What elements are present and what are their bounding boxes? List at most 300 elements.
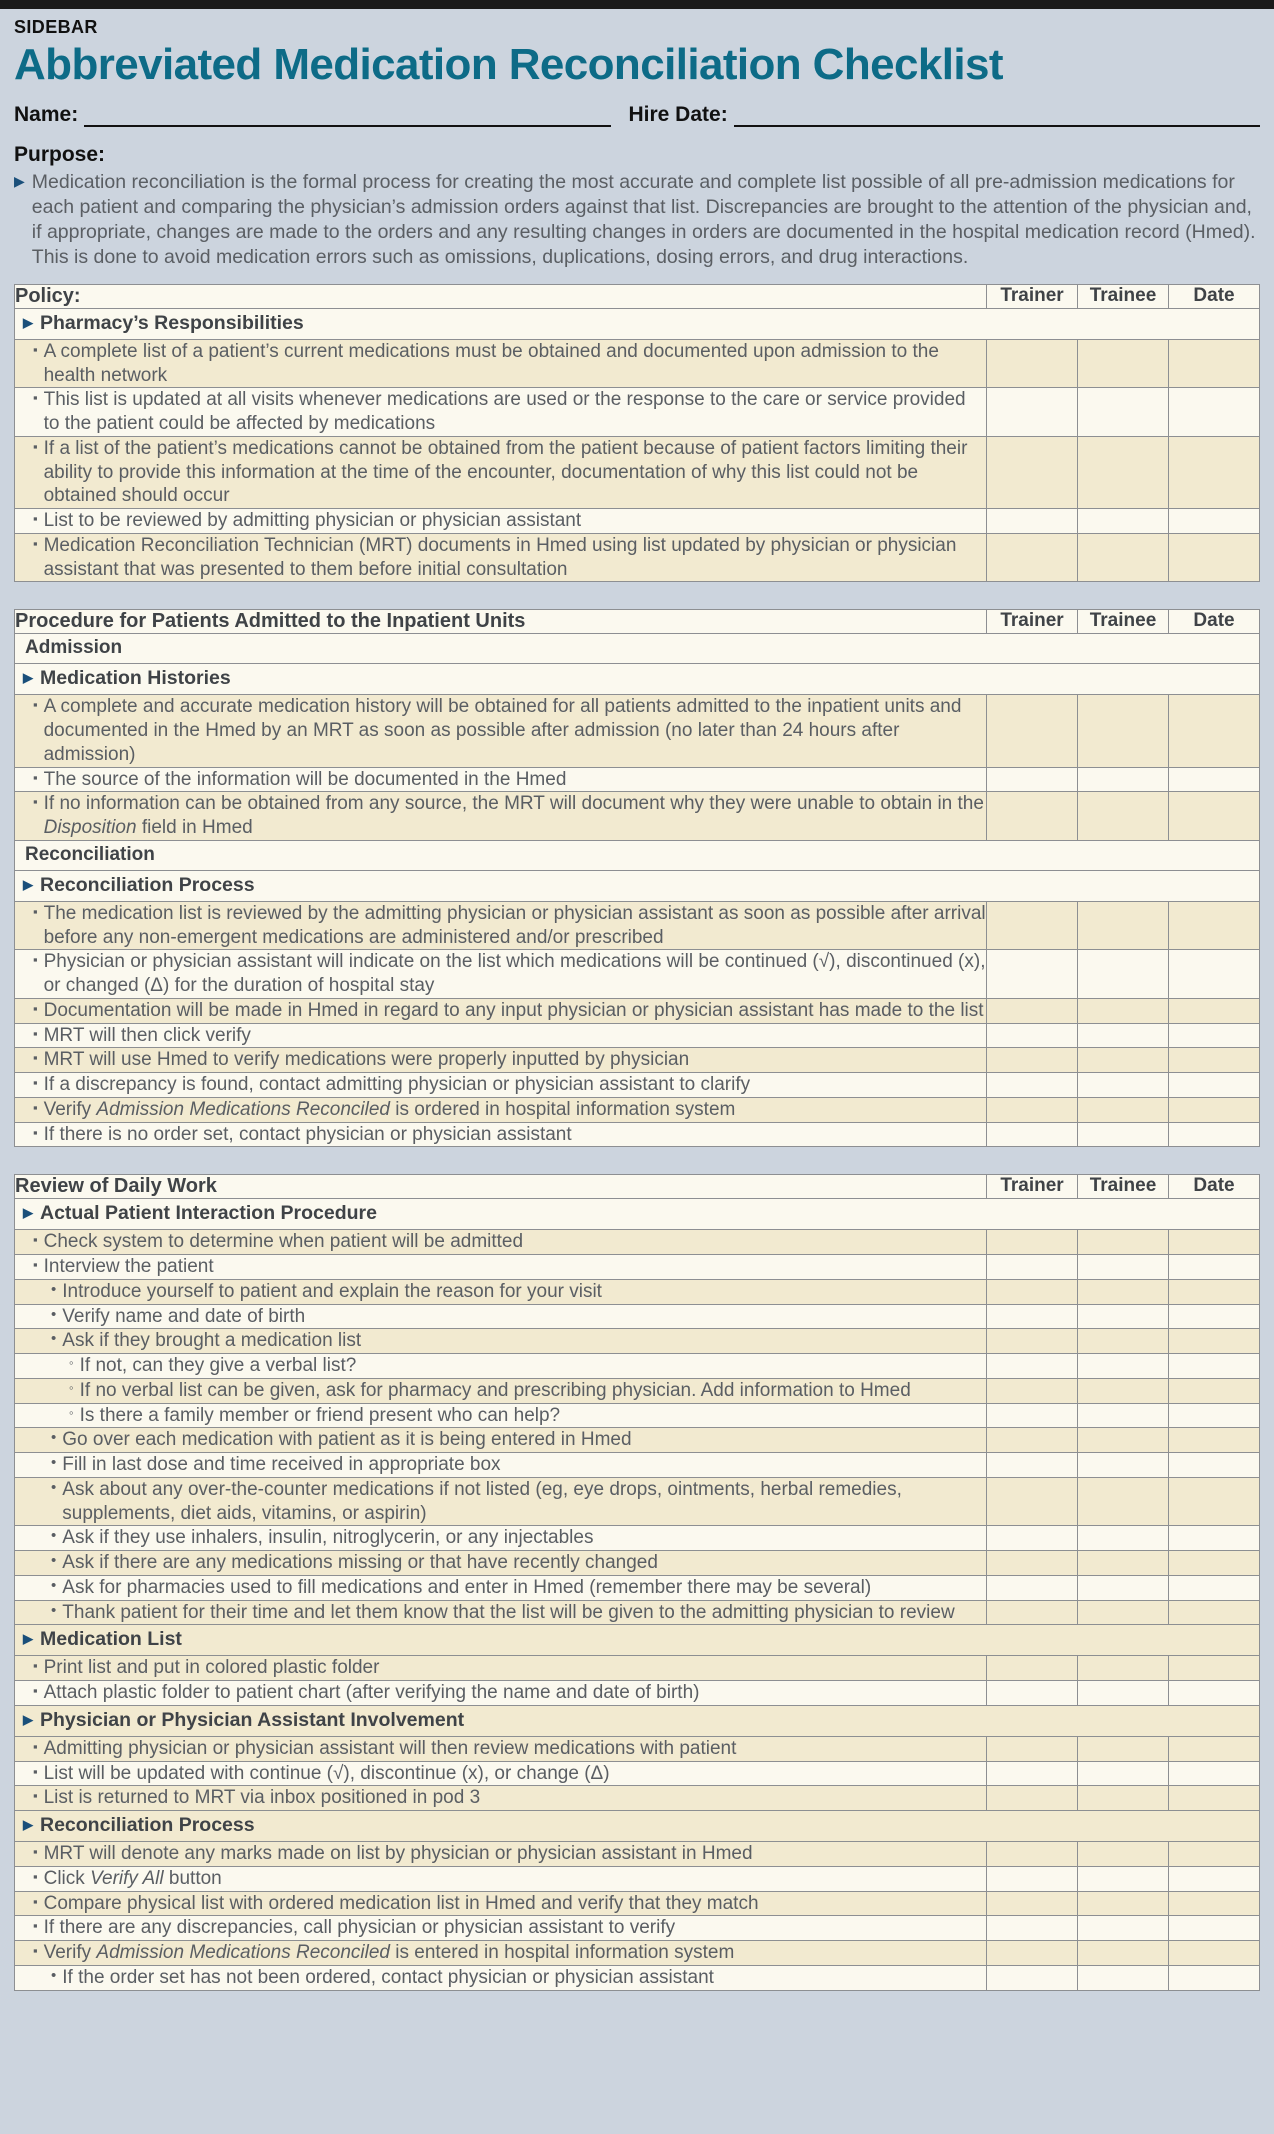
signoff-cell-date[interactable] [1169,1600,1260,1625]
signoff-cell-trainer[interactable] [987,1048,1078,1073]
table-row [15,1304,1260,1329]
table-row [15,1656,1260,1681]
triangle-bullet-icon: ▶ [14,172,25,189]
signoff-cell-date[interactable] [1169,1866,1260,1891]
signoff-cell-trainee[interactable] [1078,1786,1169,1811]
signoff-cell-date[interactable] [1169,998,1260,1023]
signoff-cell-trainer[interactable] [987,1526,1078,1551]
checklist-tables [0,284,1274,1991]
group-header-label: ▶ Medication List [15,1625,1260,1656]
signoff-cell-date[interactable] [1169,1097,1260,1122]
signoff-cell-trainer[interactable] [987,1073,1078,1098]
signoff-cell-date[interactable] [1169,509,1260,534]
checklist-item: ▪ The source of the information will be documented in the Hmed [15,767,987,792]
page-title: Abbreviated Medication Reconciliation Checklist [14,39,1003,89]
bullet-level-1-icon: ▪ [33,1943,38,1959]
table-row [15,767,1260,792]
checklist-item: ▪ Check system to determine when patient will be admitted [15,1230,987,1255]
signoff-cell-trainee[interactable] [1078,1230,1169,1255]
table-row [15,1866,1260,1891]
signoff-cell-trainer[interactable] [987,1230,1078,1255]
signoff-cell-date[interactable] [1169,1428,1260,1453]
column-header-date: Date [1169,284,1260,308]
checklist-item: • Introduce yourself to patient and explain the reason for your visit [15,1279,987,1304]
table-row [15,1329,1260,1354]
signoff-cell-trainer[interactable] [987,1761,1078,1786]
signoff-cell-trainee[interactable] [1078,1866,1169,1891]
checklist-item: ▪ If there are any discrepancies, call physician or physician assistant to verify [15,1916,987,1941]
signoff-cell-date[interactable] [1169,1941,1260,1966]
signoff-cell-date[interactable] [1169,339,1260,388]
bullet-level-1-icon: ▪ [33,1683,38,1699]
checklist-item: ▪ If a list of the patient’s medications cannot be obtained from the patient because of patient factors limiting their ability to provide this information at the time of the encounter, documentation of why this list could not be obtained should occur [15,436,987,508]
signoff-cell-trainee[interactable] [1078,901,1169,950]
signoff-cell-trainer[interactable] [987,901,1078,950]
signoff-cell-trainee[interactable] [1078,1097,1169,1122]
signoff-cell-trainee[interactable] [1078,1048,1169,1073]
table-row [15,388,1260,437]
signoff-cell-trainee[interactable] [1078,509,1169,534]
signoff-cell-trainer[interactable] [987,533,1078,582]
signoff-cell-trainee[interactable] [1078,1122,1169,1147]
signoff-cell-trainee[interactable] [1078,1329,1169,1354]
bullet-level-1-icon: ▪ [33,1658,38,1674]
table-row [15,1477,1260,1526]
table-header-row [15,284,1260,308]
signoff-cell-trainee[interactable] [1078,1736,1169,1761]
checklist-item: ▪ List is returned to MRT via inbox positioned in pod 3 [15,1786,987,1811]
bullet-level-2-icon: • [51,1330,57,1348]
checklist-item: ▪ Physician or physician assistant will indicate on the list which medications will be continued (√), discontinued (x), or changed (Δ) for the duration of hospital stay [15,950,987,999]
signoff-cell-date[interactable] [1169,767,1260,792]
signoff-cell-date[interactable] [1169,1842,1260,1867]
signoff-cell-trainee[interactable] [1078,1304,1169,1329]
signoff-cell-date[interactable] [1169,1122,1260,1147]
table-row [15,1736,1260,1761]
signoff-cell-trainer[interactable] [987,1329,1078,1354]
signoff-cell-trainee[interactable] [1078,1477,1169,1526]
signoff-cell-trainer[interactable] [987,1354,1078,1379]
bullet-level-2-icon: • [51,1601,57,1619]
signoff-cell-trainee[interactable] [1078,388,1169,437]
group-header-row [15,308,1260,339]
group-header-row [15,1199,1260,1230]
signoff-cell-trainer[interactable] [987,998,1078,1023]
signoff-cell-date[interactable] [1169,1403,1260,1428]
table-row [15,533,1260,582]
signoff-cell-date[interactable] [1169,1965,1260,1990]
group-header-label: ▶ Medication Histories [15,664,1260,695]
bullet-level-1-icon: ▪ [33,1050,38,1066]
signoff-cell-trainer[interactable] [987,1279,1078,1304]
signoff-cell-trainer[interactable] [987,1122,1078,1147]
bullet-level-1-icon: ▪ [33,1918,38,1934]
signoff-cell-date[interactable] [1169,1255,1260,1280]
table-title: Procedure for Patients Admitted to the Inpatient Units [15,610,987,634]
bullet-level-1-icon: ▪ [33,511,38,527]
signoff-cell-trainer[interactable] [987,1916,1078,1941]
signoff-cell-trainee[interactable] [1078,436,1169,508]
signoff-cell-date[interactable] [1169,1230,1260,1255]
checklist-item: • If the order set has not been ordered, contact physician or physician assistant [15,1965,987,1990]
table-row [15,1891,1260,1916]
checklist-item: ▪ List will be updated with continue (√), discontinue (x), or change (Δ) [15,1761,987,1786]
checklist-item: ▪ Attach plastic folder to patient chart (after verifying the name and date of birth) [15,1681,987,1706]
purpose-label: Purpose: [14,142,106,166]
signoff-cell-date[interactable] [1169,1378,1260,1403]
signoff-cell-trainer[interactable] [987,436,1078,508]
checklist-item: ▪ Verify Admission Medications Reconciled is ordered in hospital information system [15,1097,987,1122]
bullet-level-1-icon: ▪ [33,1868,38,1884]
checklist-item: ▪ A complete list of a patient’s current medications must be obtained and documented upon admission to the health network [15,339,987,388]
table-row [15,436,1260,508]
table-row [15,1255,1260,1280]
signoff-cell-date[interactable] [1169,1304,1260,1329]
table-row [15,1551,1260,1576]
signoff-cell-trainer[interactable] [987,1891,1078,1916]
checklist-item: ▪ If a discrepancy is found, contact admitting physician or physician assistant to clarify [15,1073,987,1098]
signoff-cell-trainer[interactable] [987,339,1078,388]
triangle-bullet-icon: ▶ [23,1205,33,1221]
table-row [15,901,1260,950]
signoff-cell-date[interactable] [1169,1736,1260,1761]
signoff-cell-date[interactable] [1169,388,1260,437]
signoff-cell-trainer[interactable] [987,1866,1078,1891]
sidebar-kicker: SIDEBAR [14,17,98,37]
signoff-cell-trainer[interactable] [987,1736,1078,1761]
bullet-level-2-icon: • [51,1280,57,1298]
checklist-item: • Ask if they brought a medication list [15,1329,987,1354]
signoff-cell-trainer[interactable] [987,1842,1078,1867]
checklist-table [14,284,1260,583]
signoff-cell-trainee[interactable] [1078,1378,1169,1403]
checklist-item: ▪ Admitting physician or physician assistant will then review medications with patient [15,1736,987,1761]
bullet-level-3-icon: ◦ [69,1404,74,1420]
bullet-level-1-icon: ▪ [33,390,38,406]
bullet-level-1-icon: ▪ [33,952,38,968]
column-header-trainee: Trainee [1078,1175,1169,1199]
signoff-cell-trainee[interactable] [1078,533,1169,582]
bullet-level-1-icon: ▪ [33,1232,38,1248]
table-row [15,1122,1260,1147]
name-label: Name: [14,102,79,126]
table-gap [0,1147,1274,1160]
checklist-item: ◦ If not, can they give a verbal list? [15,1354,987,1379]
table-row [15,1378,1260,1403]
signoff-cell-trainer[interactable] [987,1378,1078,1403]
column-header-date: Date [1169,610,1260,634]
signoff-cell-trainee[interactable] [1078,1891,1169,1916]
table-row [15,1916,1260,1941]
checklist-item: ◦ Is there a family member or friend present who can help? [15,1403,987,1428]
group-header-row [15,1705,1260,1736]
group-header-label: ▶ Physician or Physician Assistant Involvement [15,1705,1260,1736]
checklist-item: • Verify name and date of birth [15,1304,987,1329]
signoff-cell-trainee[interactable] [1078,1526,1169,1551]
checklist-item: ▪ If no information can be obtained from any source, the MRT will document why they were unable to obtain in the Disposition field in Hmed [15,792,987,841]
table-row [15,1073,1260,1098]
checklist-item: • Ask if there are any medications missing or that have recently changed [15,1551,987,1576]
signoff-cell-trainee[interactable] [1078,1073,1169,1098]
bullet-level-2-icon: • [51,1429,57,1447]
signoff-cell-trainee[interactable] [1078,1551,1169,1576]
checklist-item: ▪ MRT will then click verify [15,1023,987,1048]
checklist-item: ▪ A complete and accurate medication history will be obtained for all patients admitted to the inpatient units and documented in the Hmed by an MRT as soon as possible after admission (no later than 24 hours after admission) [15,695,987,767]
checklist-item: ▪ Print list and put in colored plastic folder [15,1656,987,1681]
signoff-cell-date[interactable] [1169,901,1260,950]
table-row [15,1526,1260,1551]
signoff-cell-date[interactable] [1169,1916,1260,1941]
signoff-cell-date[interactable] [1169,1761,1260,1786]
column-header-trainer: Trainer [987,284,1078,308]
bullet-level-1-icon: ▪ [33,1124,38,1140]
signoff-cell-trainer[interactable] [987,1656,1078,1681]
checklist-table [14,1174,1260,1990]
bullet-level-3-icon: ◦ [69,1355,74,1371]
signoff-cell-trainer[interactable] [987,1575,1078,1600]
signoff-cell-date[interactable] [1169,1681,1260,1706]
checklist-item: • Ask for pharmacies used to fill medications and enter in Hmed (remember there may be several) [15,1575,987,1600]
table-row [15,1965,1260,1990]
signoff-cell-date[interactable] [1169,1073,1260,1098]
signoff-cell-trainer[interactable] [987,1477,1078,1526]
signoff-cell-date[interactable] [1169,1551,1260,1576]
table-row [15,1279,1260,1304]
purpose-text: Medication reconciliation is the formal process for creating the most accurate and complete list possible of all pre-admission medications for each patient and comparing the physician’s admission orders against that list. Discrepancies are brought to the attention of the physician and, if appropriate, changes are made to the orders and any resulting changes in orders are documented in the hospital medication record (Hmed). This is done to avoid medication errors such as omissions, duplications, dosing errors, and drug interactions. [31,170,1256,268]
table-row [15,1023,1260,1048]
bullet-level-3-icon: ◦ [69,1379,74,1395]
group-header-label: ▶ Reconciliation Process [15,870,1260,901]
signoff-cell-trainer[interactable] [987,1255,1078,1280]
bullet-level-1-icon: ▪ [33,1738,38,1754]
checklist-item: ▪ Verify Admission Medications Reconciled is entered in hospital information system [15,1941,987,1966]
checklist-item: ▪ Click Verify All button [15,1866,987,1891]
section-subheader-row [15,840,1260,870]
signoff-cell-trainer[interactable] [987,1428,1078,1453]
signoff-cell-date[interactable] [1169,792,1260,841]
table-row [15,1842,1260,1867]
signoff-cell-trainee[interactable] [1078,767,1169,792]
top-rule [0,0,1274,9]
signoff-cell-date[interactable] [1169,533,1260,582]
signoff-cell-trainee[interactable] [1078,1575,1169,1600]
column-header-trainer: Trainer [987,1175,1078,1199]
signoff-cell-trainer[interactable] [987,1304,1078,1329]
signoff-cell-date[interactable] [1169,1354,1260,1379]
signoff-cell-trainee[interactable] [1078,1255,1169,1280]
table-row [15,1575,1260,1600]
table-row [15,1097,1260,1122]
table-title: Policy: [15,284,987,308]
signoff-cell-trainee[interactable] [1078,1428,1169,1453]
name-input-line[interactable] [84,105,610,127]
signoff-cell-trainee[interactable] [1078,998,1169,1023]
triangle-bullet-icon: ▶ [23,670,33,686]
signoff-cell-trainee[interactable] [1078,1842,1169,1867]
signoff-cell-date[interactable] [1169,1891,1260,1916]
name-hiredate-row [14,103,1260,127]
checklist-item: ▪ MRT will denote any marks made on list by physician or physician assistant in Hmed [15,1842,987,1867]
table-header-row [15,1175,1260,1199]
table-title: Review of Daily Work [15,1175,987,1199]
checklist-item: • Ask about any over-the-counter medications if not listed (eg, eye drops, ointments, herbal remedies, supplements, diet aids, vitamins, or aspirin) [15,1477,987,1526]
bullet-level-1-icon: ▪ [33,903,38,919]
checklist-item: ▪ This list is updated at all visits whenever medications are used or the response to the care or service provided to the patient could be affected by medications [15,388,987,437]
signoff-cell-date[interactable] [1169,695,1260,767]
checklist-item: ▪ The medication list is reviewed by the admitting physician or physician assistant as soon as possible after arrival before any non-emergent medications are administered and/or prescribed [15,901,987,950]
triangle-bullet-icon: ▶ [23,1711,33,1727]
signoff-cell-date[interactable] [1169,1575,1260,1600]
checklist-item: • Go over each medication with patient as it is being entered in Hmed [15,1428,987,1453]
checklist-item: ▪ Interview the patient [15,1255,987,1280]
checklist-item: ◦ If no verbal list can be given, ask for pharmacy and prescribing physician. Add information to Hmed [15,1378,987,1403]
table-row [15,339,1260,388]
table-row [15,1941,1260,1966]
group-header-row [15,1625,1260,1656]
signoff-cell-date[interactable] [1169,1023,1260,1048]
signoff-cell-date[interactable] [1169,1048,1260,1073]
bullet-level-2-icon: • [51,1966,57,1984]
checklist-item: ▪ Documentation will be made in Hmed in regard to any input physician or physician assistant has made to the list [15,998,987,1023]
bullet-level-1-icon: ▪ [33,535,38,551]
bullet-level-1-icon: ▪ [33,341,38,357]
checklist-item: ▪ Medication Reconciliation Technician (MRT) documents in Hmed using list updated by physician or physician assistant that was presented to them before initial consultation [15,533,987,582]
checklist-item: ▪ List to be reviewed by admitting physician or physician assistant [15,509,987,534]
bullet-level-2-icon: • [51,1576,57,1594]
table-row [15,1354,1260,1379]
bullet-level-1-icon: ▪ [33,769,38,785]
bullet-level-1-icon: ▪ [33,1893,38,1909]
bullet-level-1-icon: ▪ [33,1257,38,1273]
table-row [15,1681,1260,1706]
bullet-level-2-icon: • [51,1527,57,1545]
signoff-cell-trainer[interactable] [987,950,1078,999]
signoff-cell-trainee[interactable] [1078,1761,1169,1786]
table-gap [0,582,1274,595]
bullet-level-2-icon: • [51,1552,57,1570]
signoff-cell-trainee[interactable] [1078,1600,1169,1625]
signoff-cell-trainer[interactable] [987,1681,1078,1706]
bullet-level-1-icon: ▪ [33,1763,38,1779]
signoff-cell-date[interactable] [1169,1329,1260,1354]
signoff-cell-trainer[interactable] [987,1097,1078,1122]
signoff-cell-trainer[interactable] [987,767,1078,792]
signoff-cell-trainee[interactable] [1078,339,1169,388]
checklist-item: • Ask if they use inhalers, insulin, nitroglycerin, or any injectables [15,1526,987,1551]
bullet-level-1-icon: ▪ [33,697,38,713]
section-subheader-row [15,634,1260,664]
triangle-bullet-icon: ▶ [23,1631,33,1647]
hire-date-label: Hire Date: [628,102,728,126]
bullet-level-2-icon: • [51,1478,57,1496]
column-header-date: Date [1169,1175,1260,1199]
signoff-cell-trainee[interactable] [1078,1965,1169,1990]
bullet-level-2-icon: • [51,1454,57,1472]
signoff-cell-trainer[interactable] [987,1600,1078,1625]
signoff-cell-trainee[interactable] [1078,1279,1169,1304]
section-subheader-label: Reconciliation [15,840,1260,870]
group-header-label: ▶ Pharmacy’s Responsibilities [15,308,1260,339]
checklist-item: ▪ MRT will use Hmed to verify medications were properly inputted by physician [15,1048,987,1073]
signoff-cell-trainee[interactable] [1078,1023,1169,1048]
signoff-cell-date[interactable] [1169,1656,1260,1681]
table-header-row [15,610,1260,634]
group-header-label: ▶ Reconciliation Process [15,1811,1260,1842]
signoff-cell-trainee[interactable] [1078,1403,1169,1428]
signoff-cell-date[interactable] [1169,1477,1260,1526]
group-header-label: ▶ Actual Patient Interaction Procedure [15,1199,1260,1230]
signoff-cell-trainee[interactable] [1078,695,1169,767]
checklist-item: ▪ Compare physical list with ordered medication list in Hmed and verify that they match [15,1891,987,1916]
signoff-cell-date[interactable] [1169,1279,1260,1304]
bullet-level-1-icon: ▪ [33,1099,38,1115]
signoff-cell-date[interactable] [1169,1786,1260,1811]
table-row [15,695,1260,767]
checklist-item: ▪ If there is no order set, contact physician or physician assistant [15,1122,987,1147]
table-row [15,792,1260,841]
signoff-cell-trainee[interactable] [1078,1656,1169,1681]
signoff-cell-trainer[interactable] [987,388,1078,437]
table-row [15,1048,1260,1073]
column-header-trainer: Trainer [987,610,1078,634]
checklist-item: • Thank patient for their time and let them know that the list will be given to the admitting physician to review [15,1600,987,1625]
checklist-table [14,609,1260,1147]
hire-date-input-line[interactable] [734,105,1260,127]
bullet-level-1-icon: ▪ [33,1788,38,1804]
signoff-cell-date[interactable] [1169,436,1260,508]
signoff-cell-trainer[interactable] [987,792,1078,841]
signoff-cell-trainer[interactable] [987,509,1078,534]
checklist-item: • Fill in last dose and time received in appropriate box [15,1453,987,1478]
signoff-cell-trainee[interactable] [1078,1941,1169,1966]
signoff-cell-trainer[interactable] [987,1453,1078,1478]
signoff-cell-date[interactable] [1169,1526,1260,1551]
signoff-cell-trainee[interactable] [1078,950,1169,999]
signoff-cell-date[interactable] [1169,950,1260,999]
column-header-trainee: Trainee [1078,284,1169,308]
bullet-level-1-icon: ▪ [33,1075,38,1091]
bullet-level-1-icon: ▪ [33,794,38,810]
signoff-cell-trainer[interactable] [987,1023,1078,1048]
signoff-cell-date[interactable] [1169,1453,1260,1478]
table-row [15,1428,1260,1453]
signoff-cell-trainee[interactable] [1078,792,1169,841]
section-subheader-label: Admission [15,634,1260,664]
table-row [15,950,1260,999]
signoff-cell-trainer[interactable] [987,1786,1078,1811]
group-header-row [15,1811,1260,1842]
table-row [15,1230,1260,1255]
signoff-cell-trainee[interactable] [1078,1916,1169,1941]
table-row [15,1403,1260,1428]
table-row [15,509,1260,534]
signoff-cell-trainee[interactable] [1078,1681,1169,1706]
triangle-bullet-icon: ▶ [23,876,33,892]
group-header-row [15,870,1260,901]
group-header-row [15,664,1260,695]
table-row [15,1786,1260,1811]
signoff-cell-trainer[interactable] [987,1551,1078,1576]
signoff-cell-trainee[interactable] [1078,1354,1169,1379]
table-row [15,1600,1260,1625]
signoff-cell-trainee[interactable] [1078,1453,1169,1478]
table-row [15,998,1260,1023]
bullet-level-1-icon: ▪ [33,1025,38,1041]
signoff-cell-trainer[interactable] [987,695,1078,767]
signoff-cell-trainer[interactable] [987,1941,1078,1966]
signoff-cell-trainer[interactable] [987,1965,1078,1990]
signoff-cell-trainer[interactable] [987,1403,1078,1428]
